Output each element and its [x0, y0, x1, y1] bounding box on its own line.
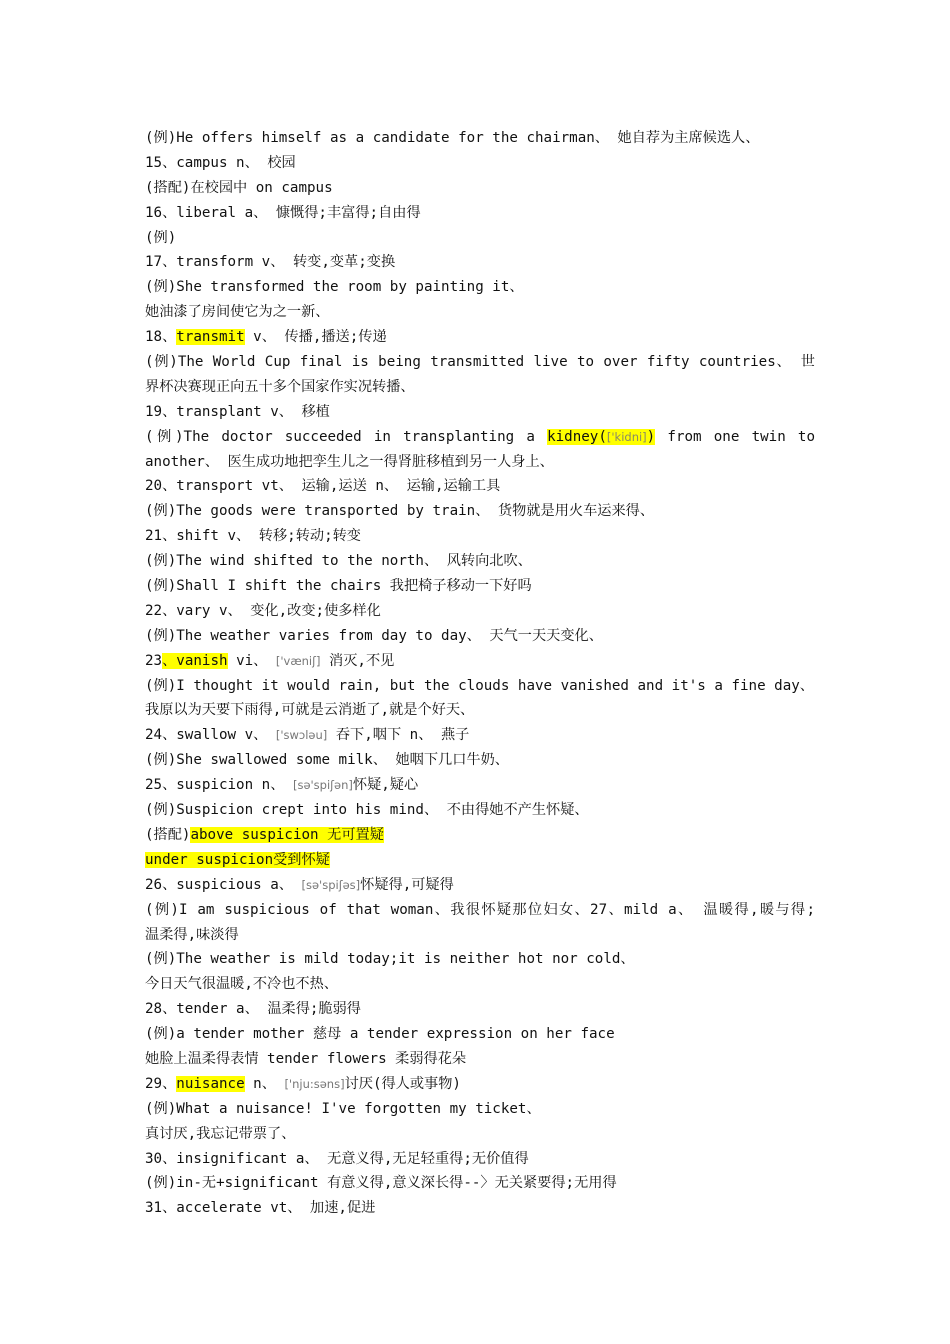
text-line-content	[145, 603, 381, 619]
text-line	[145, 151, 815, 176]
text-segment	[145, 553, 532, 569]
text-line	[145, 1022, 815, 1047]
text-segment	[245, 1076, 461, 1092]
text-line	[145, 499, 815, 524]
text-line	[145, 848, 815, 873]
text-segment	[145, 902, 815, 918]
text-run: 她脸上温柔得表情 tender flowers 柔弱得花朵	[145, 1050, 467, 1067]
text-segment	[145, 1026, 615, 1042]
text-line-content	[145, 1101, 541, 1117]
text-run: 29、	[145, 1075, 177, 1092]
text-line	[145, 748, 815, 773]
text-segment	[145, 603, 381, 619]
text-run: 吞下,咽下 n、 燕子	[327, 727, 470, 744]
text-run: 真讨厌,我忘记带票了、	[145, 1125, 296, 1142]
text-run: (搭配)	[145, 826, 191, 843]
text-line-content	[145, 528, 361, 544]
text-line-content	[145, 1001, 361, 1017]
text-run: 28、tender a、 温柔得;脆弱得	[145, 1001, 361, 1018]
text-line	[145, 1171, 815, 1196]
text-segment	[145, 404, 330, 420]
text-line	[145, 873, 815, 898]
text-segment	[145, 379, 415, 395]
text-line	[145, 524, 815, 549]
text-line	[145, 1147, 815, 1172]
text-run: (例)The weather is mild today;it is neither hot nor cold、	[145, 951, 635, 968]
text-run: (例)Suspicion crept into his mind、 不由得她不产生怀疑、	[145, 802, 589, 819]
text-run: 她油漆了房间使它为之一新、	[145, 304, 330, 321]
text-line	[145, 176, 815, 201]
text-segment	[145, 802, 589, 818]
text-run: 消灭,不见	[320, 652, 395, 669]
text-segment	[145, 702, 474, 718]
text-line	[145, 1196, 815, 1221]
text-line-content	[145, 553, 532, 569]
text-run: (例)The goods were transported by train、 货物就是用火车运来得、	[145, 503, 655, 520]
text-line	[145, 624, 815, 649]
text-line-content	[145, 329, 387, 345]
text-line	[145, 649, 815, 674]
text-line	[145, 201, 815, 226]
text-run: (例)The doctor succeeded in transplanting a	[145, 428, 548, 445]
highlighted-text	[162, 653, 227, 669]
text-run: (搭配)在校园中 on campus	[145, 179, 333, 196]
text-segment	[145, 130, 759, 146]
text-line-content	[145, 1126, 295, 1142]
text-segment	[145, 155, 296, 171]
text-line-content	[145, 727, 469, 743]
text-run: from one twin to	[655, 428, 815, 445]
text-line-content	[145, 155, 296, 171]
text-run: kidney(	[547, 428, 607, 445]
text-segment	[145, 976, 338, 992]
text-line-content	[145, 802, 589, 818]
text-line-content	[145, 1200, 375, 1216]
text-run: 31、accelerate vt、 加速,促进	[145, 1200, 376, 1217]
text-run: )	[646, 428, 656, 445]
text-line	[145, 773, 815, 798]
text-segment	[145, 528, 361, 544]
text-line-content	[145, 429, 815, 445]
text-run: 22、vary v、 变化,改变;使多样化	[145, 602, 381, 619]
text-segment	[145, 304, 329, 320]
text-run: (例)She swallowed some milk、 她咽下几口牛奶、	[145, 752, 509, 769]
text-line-content	[145, 927, 239, 943]
text-line	[145, 1047, 815, 1072]
text-segment	[655, 429, 815, 445]
text-line	[145, 350, 815, 375]
text-line-content	[145, 1076, 461, 1092]
text-line-content	[145, 877, 454, 893]
text-line	[145, 126, 815, 151]
text-segment	[145, 180, 333, 196]
text-line	[145, 474, 815, 499]
text-line	[145, 275, 815, 300]
text-run: 26、suspicious a、	[145, 876, 302, 893]
text-line	[145, 972, 815, 997]
text-line-content	[145, 379, 415, 395]
text-run: (例)Shall I shift the chairs 我把椅子移动一下好吗	[145, 578, 532, 595]
text-line	[145, 1072, 815, 1097]
text-line	[145, 599, 815, 624]
highlighted-text	[145, 852, 330, 868]
text-run: v、 传播,播送;传递	[244, 329, 387, 346]
text-line-content	[145, 130, 759, 146]
text-segment	[145, 230, 176, 246]
text-line-content	[145, 653, 394, 669]
text-run: (例)The weather varies from day to day、 天气一天天变化、	[145, 627, 603, 644]
text-line-content	[145, 454, 554, 470]
text-line-content	[145, 180, 333, 196]
text-line-content	[145, 976, 338, 992]
text-segment	[145, 1126, 295, 1142]
text-run: 温柔得,味淡得	[145, 926, 239, 943]
text-line-content	[145, 827, 384, 843]
text-segment	[145, 678, 814, 694]
text-segment	[145, 279, 524, 295]
text-segment	[145, 1076, 176, 1092]
text-segment	[145, 1200, 375, 1216]
text-run: 21、shift v、 转移;转动;转变	[145, 528, 361, 545]
text-line	[145, 923, 815, 948]
text-line-content	[145, 354, 815, 370]
text-segment	[145, 752, 509, 768]
text-run: 20、transport vt、 运输,运送 n、 运输,运输工具	[145, 478, 501, 495]
text-line-content	[145, 279, 524, 295]
text-line	[145, 823, 815, 848]
text-run: above suspicion 无可置疑	[190, 826, 384, 843]
phonetic-transcription: ['nju:səns]	[284, 1076, 345, 1091]
text-line	[145, 375, 815, 400]
text-line	[145, 549, 815, 574]
text-segment	[145, 429, 547, 445]
text-line-content	[145, 1175, 617, 1191]
text-line	[145, 450, 815, 475]
text-run: another、 医生成功地把孪生儿之一得肾脏移植到另一人身上、	[145, 453, 554, 470]
text-line	[145, 300, 815, 325]
text-run: 讨厌(得人或事物)	[344, 1075, 461, 1092]
text-segment	[145, 503, 654, 519]
text-segment	[145, 628, 603, 644]
phonetic-transcription: [sə'spiʃən]	[292, 778, 353, 793]
text-segment	[145, 1051, 466, 1067]
text-line	[145, 947, 815, 972]
text-run: 19、transplant v、 移植	[145, 403, 330, 420]
text-segment	[228, 653, 395, 669]
text-line-content	[145, 254, 395, 270]
phonetic-transcription: ['kidni]	[606, 429, 647, 444]
text-line	[145, 574, 815, 599]
text-segment	[145, 877, 454, 893]
text-line-content	[145, 752, 509, 768]
text-segment	[145, 205, 421, 221]
text-run: (例)I am suspicious of that woman、我很怀疑那位妇女、27、mild a、 温暖得,暖与得;	[145, 901, 815, 918]
text-run: (例)in-无+significant 有意义得,意义深长得--〉无关紧要得;无用得	[145, 1175, 617, 1192]
phonetic-transcription: ['swɔləu]	[275, 728, 328, 743]
text-run: (例)I thought it would rain, but the clouds have vanished and it's a fine day、	[145, 677, 814, 694]
text-line-content	[145, 852, 330, 868]
phonetic-transcription: [sə'spiʃəs]	[301, 877, 361, 892]
text-run: n、	[244, 1075, 285, 1092]
text-run: (例)She transformed the room by painting it、	[145, 279, 524, 296]
text-segment	[145, 478, 500, 494]
text-line	[145, 723, 815, 748]
text-line	[145, 325, 815, 350]
text-segment	[145, 777, 418, 793]
text-segment	[145, 1101, 541, 1117]
text-segment	[145, 951, 635, 967]
text-line-content	[145, 1051, 466, 1067]
text-line	[145, 250, 815, 275]
text-segment	[145, 354, 815, 370]
text-run: 30、insignificant a、 无意义得,无足轻重得;无价值得	[145, 1150, 529, 1167]
text-run: 18、	[145, 329, 177, 346]
text-run: 怀疑,疑心	[352, 777, 419, 794]
text-line	[145, 1122, 815, 1147]
highlighted-text	[176, 329, 244, 345]
text-line-content	[145, 951, 635, 967]
text-line	[145, 1097, 815, 1122]
text-run: under suspicion受到怀疑	[145, 851, 330, 868]
vocabulary-text	[145, 126, 815, 1221]
text-line-content	[145, 304, 329, 320]
text-run: 25、suspicion n、	[145, 777, 293, 794]
highlighted-text	[176, 1076, 244, 1092]
text-run: (例)He offers himself as a candidate for the chairman、 她自荐为主席候选人、	[145, 130, 760, 146]
text-run: (例)The wind shifted to the north、 风转向北吹、	[145, 553, 532, 570]
text-run: 今日天气很温暖,不冷也不热、	[145, 976, 338, 993]
text-segment	[145, 653, 162, 669]
text-line-content	[145, 628, 603, 644]
text-line-content	[145, 404, 330, 420]
text-run: (例)The World Cup final is being transmitted live to over fifty countries、 世	[145, 354, 815, 371]
text-line-content	[145, 230, 176, 246]
text-line	[145, 400, 815, 425]
text-line-content	[145, 702, 474, 718]
text-run: 怀疑得,可疑得	[360, 876, 454, 893]
text-run: 、vanish	[162, 652, 228, 669]
text-run: 我原以为天要下雨得,可就是云消逝了,就是个好天、	[145, 702, 475, 719]
text-line	[145, 226, 815, 251]
text-segment	[145, 827, 190, 843]
text-segment	[145, 329, 176, 345]
text-line-content	[145, 678, 814, 694]
text-line-content	[145, 1151, 529, 1167]
text-line-content	[145, 1026, 615, 1042]
text-segment	[145, 727, 469, 743]
text-segment	[145, 1175, 617, 1191]
text-run: transmit	[176, 329, 245, 346]
highlighted-text	[547, 429, 655, 445]
text-run: 24、swallow v、	[145, 727, 276, 744]
text-run: nuisance	[176, 1075, 245, 1092]
text-segment	[145, 1001, 361, 1017]
text-run: (例)	[145, 229, 177, 246]
text-run: 界杯决赛现正向五十多个国家作实况转播、	[145, 378, 415, 395]
text-run: (例)a tender mother 慈母 a tender expression on her face	[145, 1026, 615, 1043]
text-segment	[145, 1151, 529, 1167]
text-segment	[145, 454, 554, 470]
text-run: 23	[145, 652, 163, 669]
text-line	[145, 425, 815, 450]
text-segment	[245, 329, 387, 345]
phonetic-transcription: ['væniʃ]	[275, 653, 321, 668]
text-segment	[145, 927, 239, 943]
text-run: vi、	[227, 652, 276, 669]
text-line-content	[145, 902, 815, 918]
text-run: 15、campus n、 校园	[145, 154, 296, 171]
text-line-content	[145, 777, 418, 793]
text-line	[145, 674, 815, 699]
text-line	[145, 798, 815, 823]
text-run: (例)What a nuisance! I've forgotten my ticket、	[145, 1100, 541, 1117]
text-segment	[145, 254, 395, 270]
highlighted-text	[190, 827, 383, 843]
text-line	[145, 898, 815, 923]
text-line-content	[145, 578, 532, 594]
text-line-content	[145, 205, 421, 221]
text-run: 16、liberal a、 慷慨得;丰富得;自由得	[145, 204, 421, 221]
text-line-content	[145, 503, 654, 519]
text-segment	[145, 578, 532, 594]
text-line	[145, 698, 815, 723]
text-run: 17、transform v、 转变,变革;变换	[145, 254, 396, 271]
text-line-content	[145, 478, 500, 494]
text-line	[145, 997, 815, 1022]
